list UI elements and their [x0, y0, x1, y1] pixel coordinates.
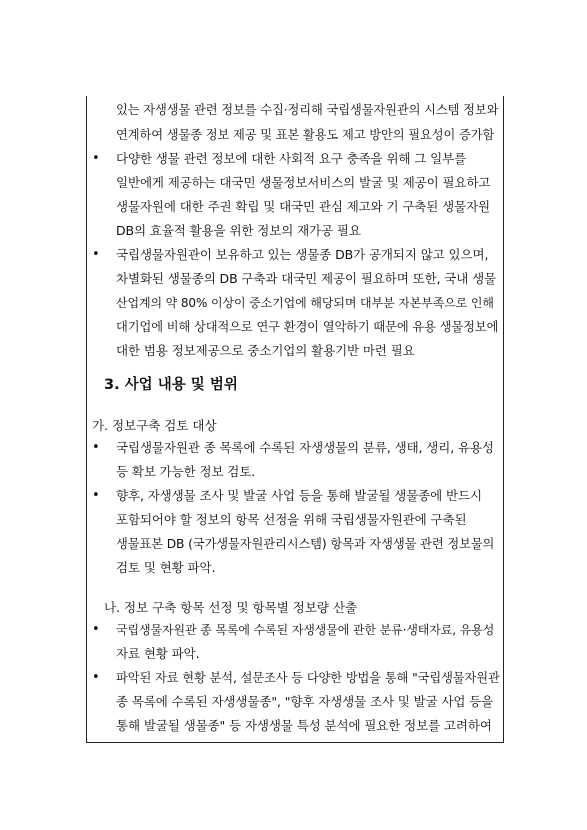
text-line: 국립생물자원관이 보유하고 있는 생물종 DB가 공개되지 않고 있으며, — [116, 247, 489, 262]
bullet-icon: • — [92, 670, 100, 685]
text-line: 대한 범용 정보제공으로 중소기업의 활용기반 마련 필요 — [116, 343, 415, 358]
text-line: 검토 및 현황 파악. — [116, 560, 216, 575]
subsection-title: 나. 정보 구축 항목 선정 및 항목별 정보량 산출 — [104, 600, 358, 615]
text-line: 포함되어야 할 정보의 항목 선정을 위해 국립생물자원관에 구축된 — [116, 512, 467, 527]
text-line: 국립생물자원관 종 목록에 수록된 자생생물의 분류, 생태, 생리, 유용성 — [116, 440, 494, 455]
text-line: 종 목록에 수록된 자생생물종", "향후 자생생물 조사 및 발굴 사업 등을 — [116, 694, 494, 709]
text-line: 다양한 생물 관련 정보에 대한 사회적 요구 충족을 위해 그 일부를 — [116, 151, 467, 166]
bullet-icon: • — [92, 488, 100, 503]
bullet-icon: • — [92, 622, 100, 637]
text-line: DB의 효율적 활용을 위한 정보의 재가공 필요 — [116, 223, 361, 238]
text-line: 산업계의 약 80% 이상이 중소기업에 해당되며 대부분 자본부족으로 인해 — [116, 296, 494, 310]
text-line: 통해 발굴될 생물종" 등 자생생물 특성 분석에 필요한 정보를 고려하여 — [116, 718, 492, 733]
text-line: 생물자원에 대한 주권 확립 및 대국민 관심 제고와 기 구축된 생물자원 — [116, 199, 491, 214]
text-line: 차별화된 생물종의 DB 구축과 대국민 제공이 필요하며 또한, 국내 생물 — [116, 271, 497, 286]
text-line: 대기업에 비해 상대적으로 연구 환경이 열악하기 때문에 유용 생물정보에 — [116, 320, 499, 334]
text-line: 향후, 자생생물 조사 및 발굴 사업 등을 통해 발굴될 생물종에 반드시 — [116, 488, 482, 503]
text-line: 연계하여 생물종 정보 제공 및 표본 활용도 제고 방안의 필요성이 증가함 — [116, 128, 495, 142]
bullet-icon: • — [92, 440, 100, 455]
bullet-icon: • — [92, 151, 100, 166]
section-heading: 3. 사업 내용 및 범위 — [104, 377, 238, 393]
bullet-icon: • — [92, 247, 100, 262]
text-line: 자료 현황 파악. — [116, 646, 200, 661]
text-line: 등 확보 가능한 정보 검토. — [116, 464, 256, 479]
text-line: 생물표본 DB (국가생물자원관리시스템) 항목과 자생생물 관련 정보물의 — [116, 537, 495, 551]
text-line: 있는 자생생물 관련 정보를 수집·정리해 국립생물자원관의 시스템 정보와 — [116, 103, 499, 117]
text-line: 국립생물자원관 종 목록에 수록된 자생생물에 관한 분류·생태자료, 유용성 — [116, 623, 495, 637]
text-line: 파악된 자료 현황 분석, 설문조사 등 다양한 방법을 통해 "국립생물자원관 — [116, 671, 500, 685]
subsection-title: 가. 정보구축 검토 대상 — [92, 418, 217, 433]
text-line: 일반에게 제공하는 대국민 생물정보서비스의 발굴 및 제공이 필요하고 — [116, 175, 491, 190]
